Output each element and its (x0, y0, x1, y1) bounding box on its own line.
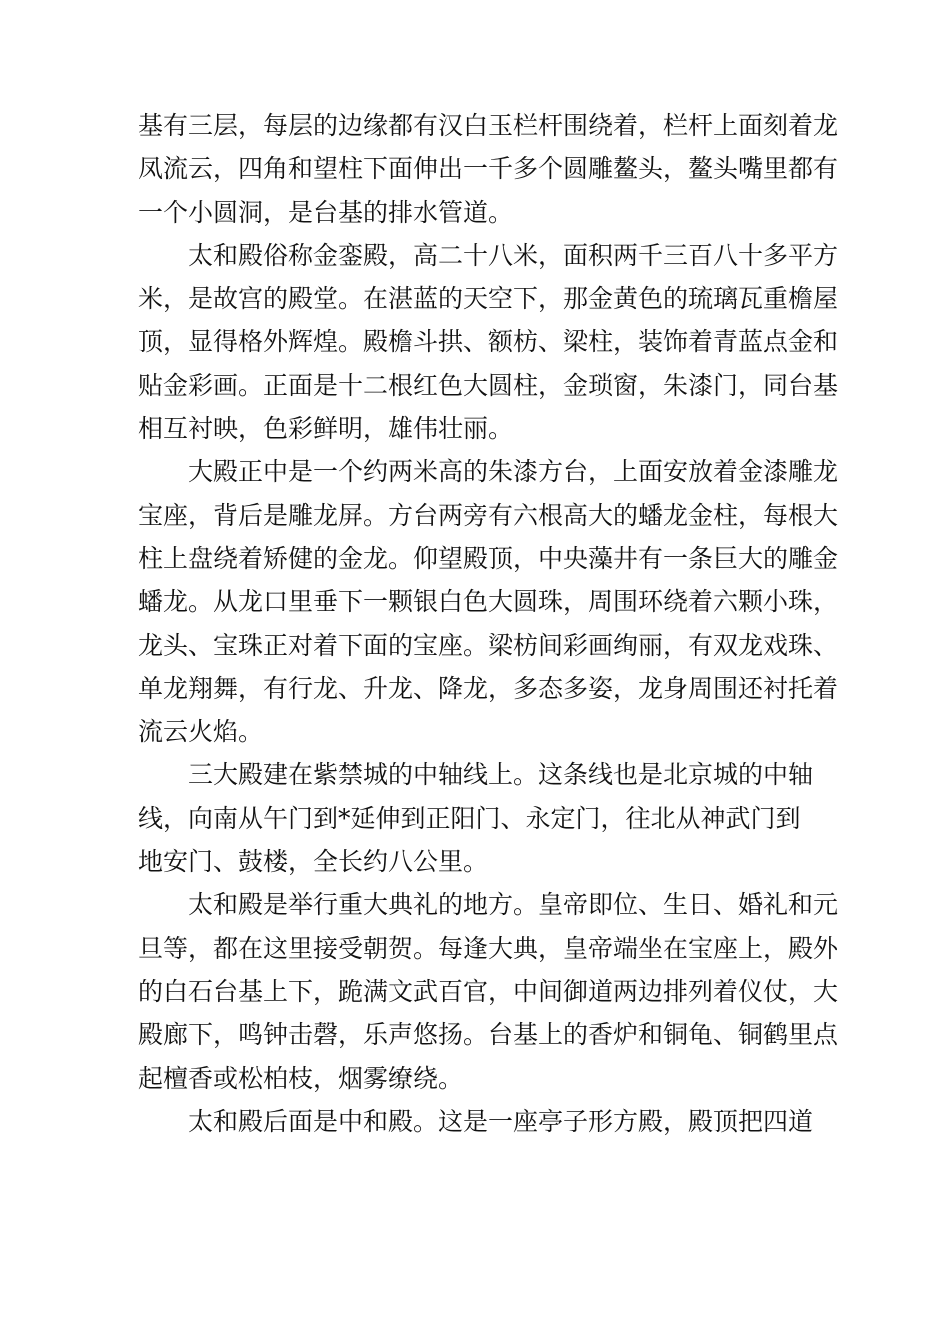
paragraph-1: 基有三层，每层的边缘都有汉白玉栏杆围绕着，栏杆上面刻着龙凤流云，四角和望柱下面伸出一千多个圆雕鳌头，鳌头嘴里都有一个小圆洞，是台基的排水管道。 (138, 111, 839, 227)
body-text (138, 104, 838, 1143)
paragraph-5: 太和殿是举行重大典礼的地方。皇帝即位、生日、婚礼和元旦等，都在这里接受朝贺。每逢大典，皇帝端坐在宝座上，殿外的白石台基上下，跪满文武百官，中间御道两边排列着仪仗，大殿廊下，鸣钟击磬，乐声悠扬。台基上的香炉和铜龟、铜鹤里点起檀香或松柏枝，烟雾缭绕。 (138, 890, 839, 1093)
paragraph-6: 太和殿后面是中和殿。这是一座亭子形方殿，殿顶把四道 (188, 1106, 814, 1136)
paragraph-3: 大殿正中是一个约两米高的朱漆方台，上面安放着金漆雕龙宝座，背后是雕龙屏。方台两旁有六根高大的蟠龙金柱，每根大柱上盘绕着矫健的金龙。仰望殿顶，中央藻井有一条巨大的雕金蟠龙。从龙口里垂下一颗银白色大圆珠，周围环绕着六颗小珠，龙头、宝珠正对着下面的宝座。梁枋间彩画绚丽，有双龙戏珠、单龙翔舞，有行龙、升龙、降龙，多态多姿，龙身周围还衬托着流云火焰。 (138, 457, 839, 747)
paragraph-4-line-2: 线，向南从午门到*延伸到正阳门、永定门，往北从神武门到 (138, 803, 801, 833)
paragraph-4 (138, 753, 838, 883)
paragraph-4-line-1: 三大殿建在紫禁城的中轴线上。这条线也是北京城的中轴 (188, 760, 814, 790)
paragraph-4-line-3: 地安门、鼓楼，全长约八公里。 (138, 847, 489, 877)
paragraph-2: 太和殿俗称金銮殿，高二十八米，面积两千三百八十多平方米，是故宫的殿堂。在湛蓝的天空下，那金黄色的琉璃瓦重檐屋顶，显得格外辉煌。殿檐斗拱、额枋、梁柱，装饰着青蓝点金和贴金彩画。正面是十二根红色大圆柱，金琐窗，朱漆门，同台基相互衬映，色彩鲜明，雄伟壮丽。 (138, 240, 839, 444)
